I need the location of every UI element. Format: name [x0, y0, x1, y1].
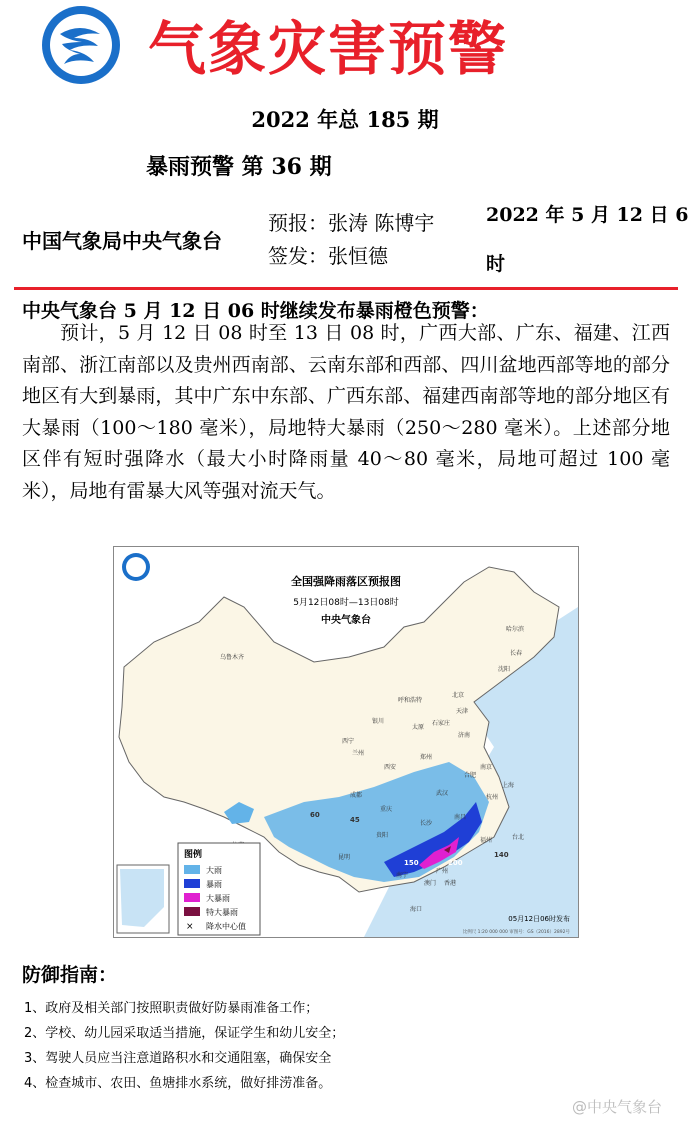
forecaster: 预报：张涛 陈博宇	[268, 211, 435, 235]
city-label: 银川	[372, 718, 385, 725]
city-label: 上海	[502, 782, 515, 789]
city-label: 石家庄	[432, 720, 451, 727]
city-label: 天津	[456, 708, 469, 715]
city-label: 南京	[480, 764, 493, 771]
header-divider	[14, 287, 678, 290]
city-label: 长沙	[420, 820, 433, 827]
city-label: 长春	[510, 650, 523, 657]
warning-issue: 暴雨预警 第 36 期	[146, 154, 332, 180]
city-label: 广州	[436, 868, 449, 875]
map-period: 5月12日08时—13日08时	[293, 598, 399, 608]
rainfall-forecast-map	[113, 546, 579, 938]
map-source: 中央气象台	[321, 615, 371, 626]
legend-swatch	[184, 865, 200, 874]
city-label: 兰州	[352, 750, 365, 757]
map-canvas	[114, 547, 578, 937]
city-label: 南宁	[396, 872, 409, 879]
guide-item: 2、学校、幼儿园采取适当措施，保证学生和幼儿安全；	[24, 1026, 345, 1041]
guide-item: 3、驾驶人员应当注意道路积水和交通阻塞，确保安全	[24, 1051, 332, 1066]
city-label: 太原	[412, 724, 425, 731]
map-issued: 05月12日06时发布	[508, 915, 570, 923]
city-label: 武汉	[436, 790, 449, 797]
city-label: 海口	[410, 906, 423, 913]
warning-lead: 中央气象台 5 月 12 日 06 时继续发布暴雨橙色预警：	[22, 300, 489, 322]
city-label: 哈尔滨	[506, 626, 525, 633]
issue-date-hour: 时	[486, 253, 506, 275]
city-label: 重庆	[380, 806, 393, 813]
warning-body: 预计，5 月 12 日 08 时至 13 日 08 时，广西大部、广东、福建、江西南部、浙江南部以及贵州西南部、云南东部和西部、四川盆地西部等地的部分地区有大到暴雨，其中广东中东部、广西东部、福建西南部等地的部分地区有大暴雨（100～180 毫米），局地特大暴雨（250～280 毫米）。上述部分地区伴有短时强降水（最大小时降雨量 40～80 毫米，局地可超过 100 毫米），局地有雷暴大风等强对流天气。	[22, 322, 670, 502]
city-label: 乌鲁木齐	[220, 654, 245, 661]
legend-title: 图例	[184, 850, 203, 860]
legend-label: 暴雨	[206, 880, 222, 889]
issue-number: 2022 年总 185 期	[251, 107, 439, 132]
city-label: 西宁	[342, 738, 355, 745]
signer: 签发：张恒德	[268, 244, 388, 268]
map-logo-inner	[126, 557, 146, 577]
legend-swatch: ×	[186, 922, 194, 932]
city-label: 台北	[512, 834, 525, 841]
city-label: 呼和浩特	[398, 697, 423, 704]
legend-label: 大雨	[206, 866, 222, 875]
agency-name: 中国气象局中央气象台	[22, 229, 222, 253]
city-label: 西安	[384, 764, 397, 771]
city-label: 香港	[444, 880, 457, 887]
guide-item: 4、检查城市、农田、鱼塘排水系统，做好排涝准备。	[24, 1076, 332, 1091]
precip-value: 45	[350, 816, 360, 824]
legend-swatch	[184, 893, 200, 902]
map-title: 全国强降雨落区预报图	[291, 575, 401, 588]
precip-value: 60	[310, 811, 320, 819]
precip-value: 150	[404, 859, 419, 867]
city-label: 南昌	[454, 814, 467, 821]
document-title: 气象灾害预警	[148, 15, 509, 83]
city-label: 贵阳	[376, 832, 389, 839]
city-label: 济南	[458, 732, 471, 739]
city-label: 北京	[452, 692, 465, 699]
city-label: 郑州	[420, 754, 433, 761]
legend-swatch	[184, 907, 200, 916]
map-scale: 比例尺 1:20 000 000 审图号：GS（2016）2892号	[462, 930, 570, 935]
cma-logo	[40, 4, 122, 86]
city-label: 澳门	[424, 880, 437, 887]
precip-value: 140	[494, 851, 509, 859]
issue-date: 2022 年 5 月 12 日 6	[486, 204, 689, 226]
legend-label: 降水中心值	[206, 922, 246, 931]
city-label: 昆明	[338, 854, 351, 861]
city-label: 合肥	[464, 772, 477, 779]
defense-guide-title: 防御指南：	[22, 964, 118, 986]
city-label: 沈阳	[498, 666, 511, 673]
legend-label: 特大暴雨	[206, 908, 238, 917]
legend-swatch	[184, 879, 200, 888]
city-label: 杭州	[486, 794, 499, 801]
city-label: 成都	[350, 792, 363, 799]
precip-value: 200	[448, 859, 463, 867]
guide-item: 1、政府及相关部门按照职责做好防暴雨准备工作；	[24, 1001, 319, 1016]
weibo-watermark: @中央气象台	[572, 1098, 663, 1116]
legend-label: 大暴雨	[206, 894, 230, 903]
city-label: 福州	[480, 837, 493, 844]
